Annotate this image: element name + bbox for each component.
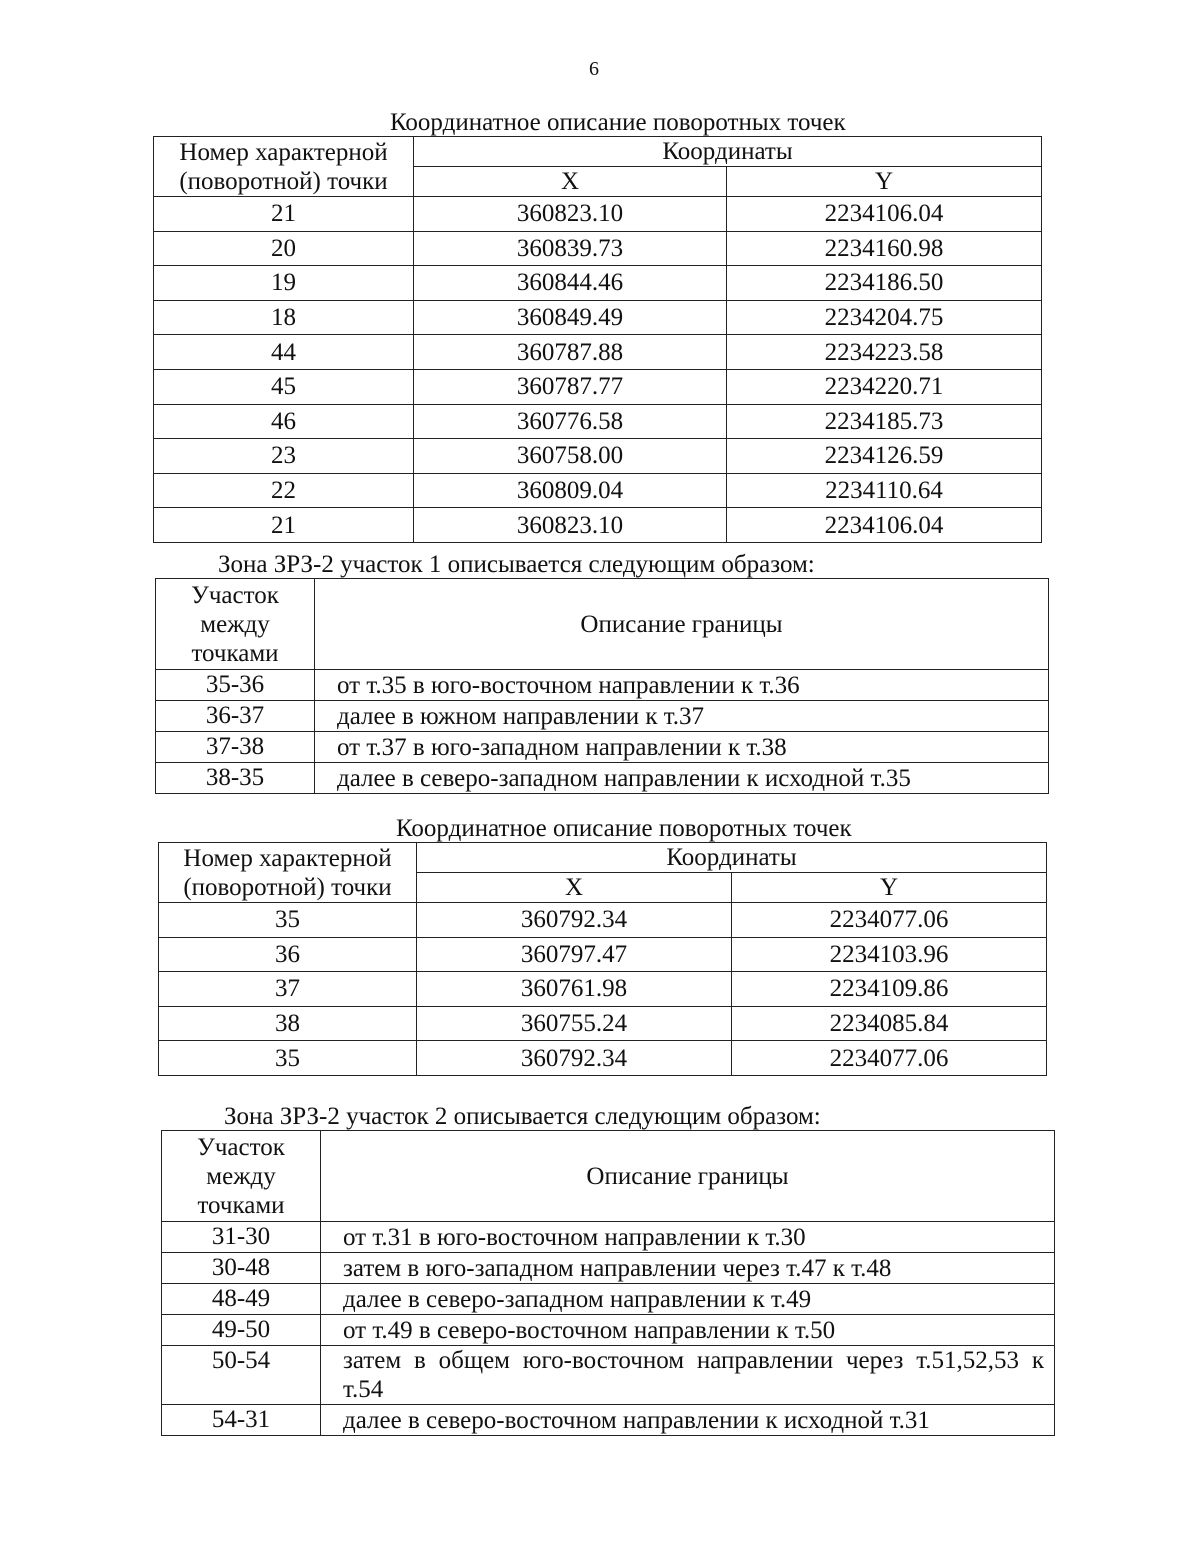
segment-cell: 31-30 bbox=[162, 1222, 321, 1253]
x-header: X bbox=[414, 167, 727, 197]
table-row bbox=[154, 508, 1042, 543]
y-coordinate-cell: 2234085.84 bbox=[732, 1006, 1047, 1041]
boundary-description-cell: от т.37 в юго-западном направлении к т.38 bbox=[315, 732, 1049, 763]
table-row bbox=[162, 1253, 1055, 1284]
boundary-description-cell: далее в северо-западном направлении к исходной т.35 bbox=[315, 763, 1049, 794]
x-coordinate-cell: 360792.34 bbox=[417, 903, 732, 938]
point-number-cell: 37 bbox=[159, 972, 417, 1007]
boundary-description-cell: далее в северо-восточном направлении к исходной т.31 bbox=[321, 1405, 1055, 1436]
y-header: Y bbox=[727, 167, 1042, 197]
point-number-cell: 18 bbox=[154, 300, 414, 335]
x-coordinate-cell: 360839.73 bbox=[414, 231, 727, 266]
boundary-description-cell: от т.35 в юго-восточном направлении к т.36 bbox=[315, 670, 1049, 701]
y-coordinate-cell: 2234077.06 bbox=[732, 903, 1047, 938]
table-row bbox=[162, 1405, 1055, 1436]
segment-cell: 50-54 bbox=[162, 1346, 321, 1405]
x-coordinate-cell: 360849.49 bbox=[414, 300, 727, 335]
y-coordinate-cell: 2234103.96 bbox=[732, 937, 1047, 972]
segment-cell: 30-48 bbox=[162, 1253, 321, 1284]
section-caption: Зона ЗРЗ-2 участок 1 описывается следующим образом: bbox=[218, 551, 815, 578]
point-number-cell: 21 bbox=[154, 197, 414, 232]
y-coordinate-cell: 2234185.73 bbox=[727, 404, 1042, 439]
x-coordinate-cell: 360844.46 bbox=[414, 266, 727, 301]
boundary-description-table bbox=[155, 578, 1049, 794]
x-coordinate-cell: 360787.77 bbox=[414, 369, 727, 404]
boundary-description-cell: затем в юго-западном направлении через т.47 к т.48 bbox=[321, 1253, 1055, 1284]
table-row bbox=[159, 1041, 1047, 1076]
y-coordinate-cell: 2234220.71 bbox=[727, 369, 1042, 404]
table-row bbox=[154, 404, 1042, 439]
table-row bbox=[162, 1222, 1055, 1253]
coordinates-table bbox=[158, 842, 1047, 1076]
table-row bbox=[162, 1315, 1055, 1346]
x-coordinate-cell: 360792.34 bbox=[417, 1041, 732, 1076]
point-number-cell: 19 bbox=[154, 266, 414, 301]
section-caption: Координатное описание поворотных точек bbox=[396, 815, 852, 842]
point-number-cell: 36 bbox=[159, 937, 417, 972]
table-row bbox=[159, 937, 1047, 972]
segment-cell: 37-38 bbox=[156, 732, 315, 763]
y-coordinate-cell: 2234106.04 bbox=[727, 508, 1042, 543]
segment-cell: 54-31 bbox=[162, 1405, 321, 1436]
table-row bbox=[156, 670, 1049, 701]
y-coordinate-cell: 2234160.98 bbox=[727, 231, 1042, 266]
coordinates-table bbox=[153, 136, 1042, 543]
boundary-description-table bbox=[161, 1130, 1055, 1436]
point-number-cell: 23 bbox=[154, 439, 414, 474]
x-header: X bbox=[417, 873, 732, 903]
table-row bbox=[159, 1006, 1047, 1041]
section-caption: Координатное описание поворотных точек bbox=[390, 109, 846, 136]
section-caption: Зона ЗРЗ-2 участок 2 описывается следующим образом: bbox=[224, 1103, 821, 1130]
table-row bbox=[154, 300, 1042, 335]
point-number-cell: 20 bbox=[154, 231, 414, 266]
table-row bbox=[156, 763, 1049, 794]
y-coordinate-cell: 2234186.50 bbox=[727, 266, 1042, 301]
point-number-cell: 38 bbox=[159, 1006, 417, 1041]
x-coordinate-cell: 360755.24 bbox=[417, 1006, 732, 1041]
table-row bbox=[156, 732, 1049, 763]
table-row bbox=[154, 439, 1042, 474]
point-number-cell: 35 bbox=[159, 903, 417, 938]
x-coordinate-cell: 360809.04 bbox=[414, 473, 727, 508]
y-coordinate-cell: 2234204.75 bbox=[727, 300, 1042, 335]
boundary-description-cell: от т.31 в юго-восточном направлении к т.30 bbox=[321, 1222, 1055, 1253]
point-number-header: Номер характерной (поворотной) точки bbox=[154, 137, 414, 197]
x-coordinate-cell: 360797.47 bbox=[417, 937, 732, 972]
table-row bbox=[162, 1284, 1055, 1315]
coordinates-header: Координаты bbox=[414, 137, 1042, 167]
table-row bbox=[154, 266, 1042, 301]
point-number-cell: 46 bbox=[154, 404, 414, 439]
y-coordinate-cell: 2234106.04 bbox=[727, 197, 1042, 232]
y-coordinate-cell: 2234126.59 bbox=[727, 439, 1042, 474]
point-number-cell: 35 bbox=[159, 1041, 417, 1076]
segment-header: Участок между точками bbox=[162, 1131, 321, 1222]
table-row bbox=[154, 231, 1042, 266]
point-number-header: Номер характерной (поворотной) точки bbox=[159, 843, 417, 903]
table-row bbox=[154, 335, 1042, 370]
boundary-description-cell: от т.49 в северо-восточном направлении к т.50 bbox=[321, 1315, 1055, 1346]
boundary-description-cell: затем в общем юго-восточном направлении через т.51,52,53 к т.54 bbox=[321, 1346, 1055, 1405]
segment-cell: 48-49 bbox=[162, 1284, 321, 1315]
description-header: Описание границы bbox=[315, 579, 1049, 670]
table-row bbox=[156, 701, 1049, 732]
x-coordinate-cell: 360758.00 bbox=[414, 439, 727, 474]
point-number-cell: 21 bbox=[154, 508, 414, 543]
segment-cell: 35-36 bbox=[156, 670, 315, 701]
coordinates-header: Координаты bbox=[417, 843, 1047, 873]
y-header: Y bbox=[732, 873, 1047, 903]
y-coordinate-cell: 2234109.86 bbox=[732, 972, 1047, 1007]
description-header: Описание границы bbox=[321, 1131, 1055, 1222]
y-coordinate-cell: 2234110.64 bbox=[727, 473, 1042, 508]
y-coordinate-cell: 2234223.58 bbox=[727, 335, 1042, 370]
table-row bbox=[154, 369, 1042, 404]
segment-cell: 36-37 bbox=[156, 701, 315, 732]
table-row bbox=[159, 972, 1047, 1007]
table-row bbox=[154, 197, 1042, 232]
table-row bbox=[159, 903, 1047, 938]
x-coordinate-cell: 360823.10 bbox=[414, 508, 727, 543]
x-coordinate-cell: 360776.58 bbox=[414, 404, 727, 439]
x-coordinate-cell: 360823.10 bbox=[414, 197, 727, 232]
x-coordinate-cell: 360787.88 bbox=[414, 335, 727, 370]
y-coordinate-cell: 2234077.06 bbox=[732, 1041, 1047, 1076]
point-number-cell: 45 bbox=[154, 369, 414, 404]
boundary-description-cell: далее в северо-западном направлении к т.49 bbox=[321, 1284, 1055, 1315]
table-row bbox=[154, 473, 1042, 508]
table-row bbox=[162, 1346, 1055, 1405]
point-number-cell: 44 bbox=[154, 335, 414, 370]
page-number: 6 bbox=[589, 58, 599, 80]
segment-header: Участок между точками bbox=[156, 579, 315, 670]
segment-cell: 49-50 bbox=[162, 1315, 321, 1346]
segment-cell: 38-35 bbox=[156, 763, 315, 794]
x-coordinate-cell: 360761.98 bbox=[417, 972, 732, 1007]
boundary-description-cell: далее в южном направлении к т.37 bbox=[315, 701, 1049, 732]
point-number-cell: 22 bbox=[154, 473, 414, 508]
